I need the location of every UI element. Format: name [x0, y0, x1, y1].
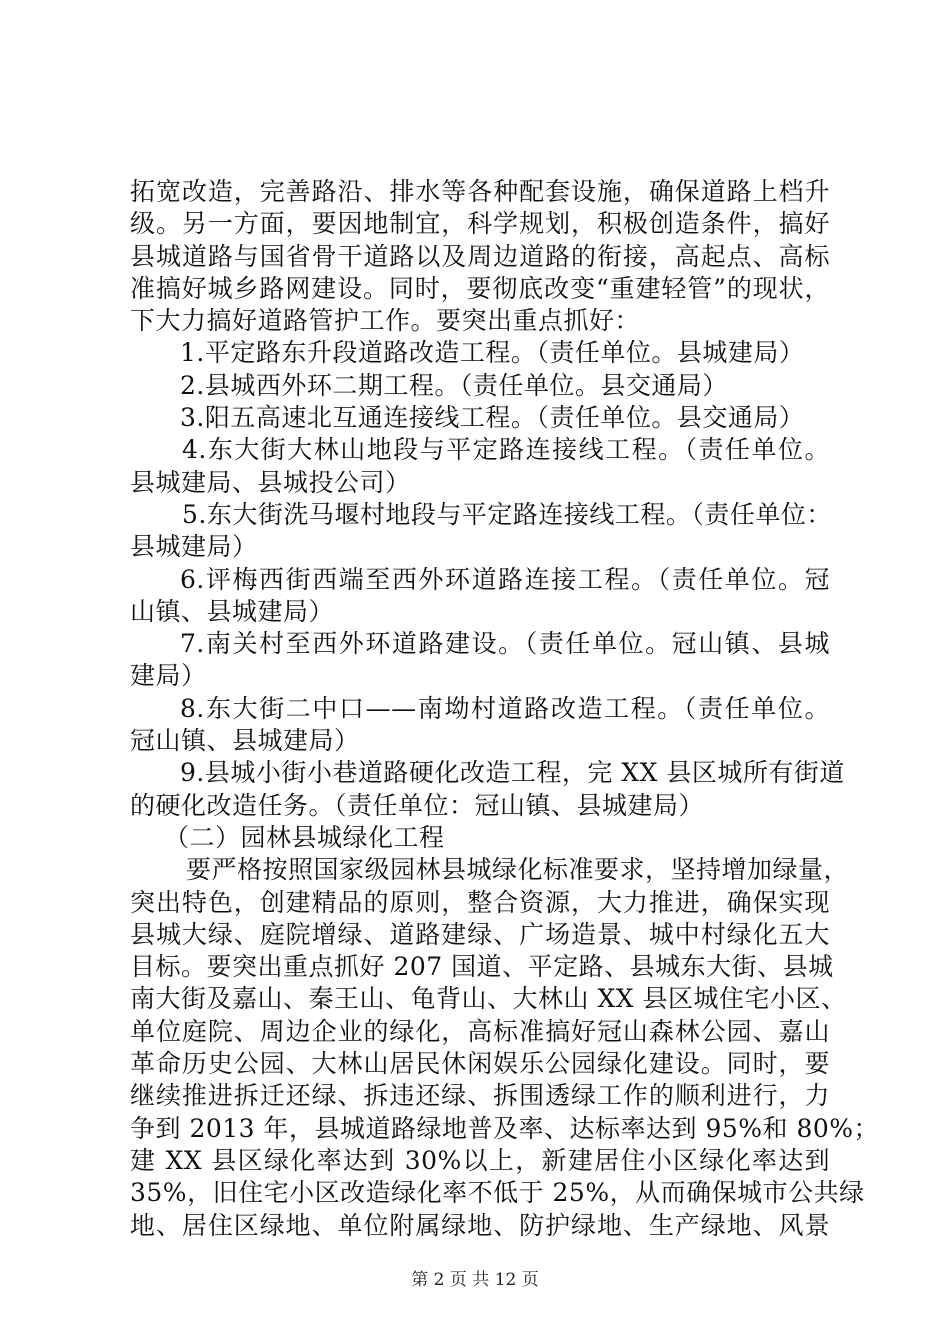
section-heading: （二）园林县城绿化工程 [164, 822, 445, 852]
paragraph-line: 35%，旧住宅小区改造绿化率不低于 25%，从而确保城市公共绿 [130, 1178, 865, 1208]
list-item-continuation: 冠山镇、县城建局） [130, 726, 360, 756]
list-item-continuation: 县城建局） [130, 532, 258, 562]
paragraph-line: 拓宽改造，完善路沿、排水等各种配套设施，确保道路上档升 [130, 177, 830, 206]
list-item: 4.东大街大林山地段与平定路连接线工程。（责任单位。 [182, 435, 830, 465]
paragraph-line: 要严格按照国家级园林县城绿化标准要求，坚持增加绿量， [186, 855, 850, 885]
list-item: 5.东大街洗马堰村地段与平定路连接线工程。（责任单位： [182, 499, 832, 529]
paragraph-line: 突出特色，创建精品的原则，整合资源，大力推进，确保实现 [130, 887, 830, 917]
paragraph-line: 准搞好城乡路网建设。同时，要彻底改变“重建轻管”的现状， [130, 273, 830, 303]
list-item-continuation: 的硬化改造任务。（责任单位：冠山镇、县城建局） [130, 790, 705, 820]
list-item-continuation: 山镇、县城建局） [130, 596, 335, 626]
list-item: 8.东大街二中口——南坳村道路改造工程。（责任单位。 [180, 693, 830, 723]
paragraph-line: 级。另一方面，要因地制宜，科学规划，积极创造条件，搞好 [130, 209, 830, 239]
list-item: 9.县城小街小巷道路硬化改造工程，完 XX 县区城所有街道 [180, 758, 845, 788]
paragraph-line: 争到 2013 年，县城道路绿地普及率、达标率达到 95%和 80%； [130, 1113, 880, 1143]
page-footer: 第 2 页 共 12 页 [411, 1270, 539, 1290]
paragraph-line: 下大力搞好道路管护工作。要突出重点抓好： [130, 306, 641, 336]
paragraph-line: 继续推进拆迁还绿、拆违还绿、拆围透绿工作的顺利进行，力 [130, 1081, 830, 1111]
list-item: 6.评梅西街西端至西外环道路连接工程。（责任单位。冠 [180, 564, 830, 594]
paragraph-line: 县城道路与国省骨干道路以及周边道路的衔接，高起点、高标 [130, 241, 830, 271]
document-body [130, 176, 880, 1242]
paragraph-line: 革命历史公园、大林山居民休闲娱乐公园绿化建设。同时，要 [130, 1049, 830, 1079]
list-item: 2.县城西外环二期工程。（责任单位。县交通局） [180, 370, 728, 400]
list-item: 1.平定路东升段道路改造工程。（责任单位。县城建局） [180, 338, 805, 368]
list-item: 3.阳五高速北互通连接线工程。（责任单位。县交通局） [180, 403, 805, 433]
paragraph-line: 地、居住区绿地、单位附属绿地、防护绿地、生产绿地、风景 [130, 1210, 830, 1240]
paragraph-line: 目标。要突出重点抓好 207 国道、平定路、县城东大街、县城 [130, 952, 834, 982]
paragraph-line: 南大街及嘉山、秦王山、龟背山、大林山 XX 县区城住宅小区、 [130, 984, 847, 1014]
paragraph-line: 县城大绿、庭院增绿、道路建绿、广场造景、城中村绿化五大 [130, 919, 830, 949]
list-item-continuation: 县城建局、县城投公司） [130, 467, 411, 497]
paragraph-line: 单位庭院、周边企业的绿化，高标准搞好冠山森林公园、嘉山 [130, 1016, 830, 1046]
list-item: 7.南关村至西外环道路建设。（责任单位。冠山镇、县城 [180, 629, 830, 659]
paragraph-line: 建 XX 县区绿化率达到 30%以上，新建居住小区绿化率达到 [130, 1145, 830, 1175]
list-item-continuation: 建局） [130, 661, 207, 691]
